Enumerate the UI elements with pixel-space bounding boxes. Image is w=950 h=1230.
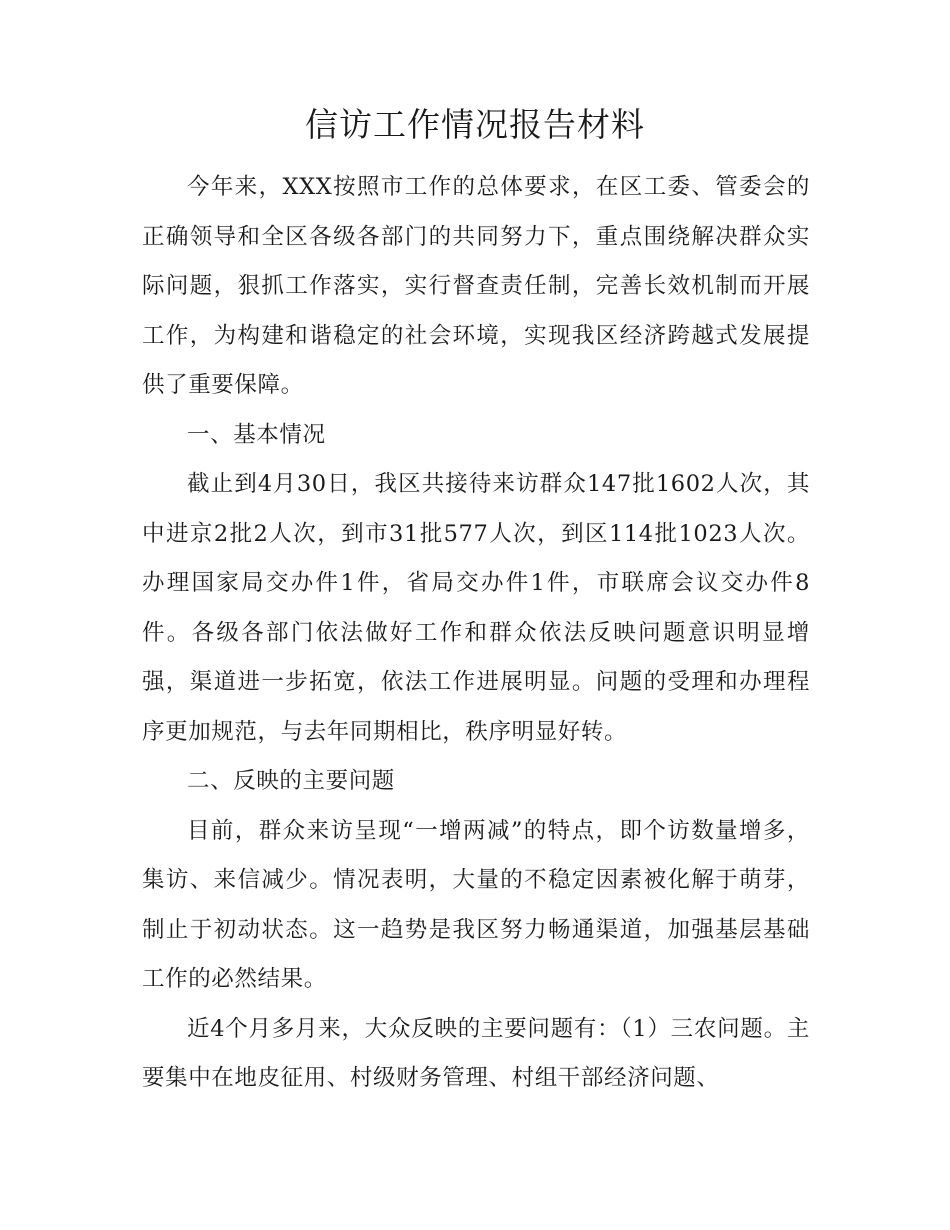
section-heading-main-issues: 二、反映的主要问题 bbox=[187, 768, 395, 794]
intro-paragraph: 今年来，XXX按照市工作的总体要求，在区工委、管委会的正确领导和全区各级各部门的共同努力下，重点围绕解决群众实际问题，狠抓工作落实，实行督查责任制，完善长效机制而开展工作，为构建和谐稳定的社会环境，实现我区经济跨越式发展提供了重要保障。 bbox=[142, 174, 810, 398]
main-issues-paragraph-2: 近4个月多月来，大众反映的主要问题有：（1）三农问题。主要集中在地皮征用、村级财务管理、村组干部经济问题、 bbox=[142, 1015, 810, 1091]
section-heading-basic-situation: 一、基本情况 bbox=[187, 421, 326, 448]
document-body bbox=[142, 163, 810, 1104]
document-title: 信访工作情况报告材料 bbox=[305, 105, 645, 144]
main-issues-paragraph-1: 目前，群众来访呈现“一增两减”的特点，即个访数量增多，集访、来信减少。情况表明，大量的不稳定因素被化解于萌芽，制止于初动状态。这一趋势是我区努力畅通渠道，加强基层基础工作的必然结果。 bbox=[142, 817, 810, 992]
basic-situation-paragraph: 截止到4月30日，我区共接待来访群众147批1602人次，其中进京2批2人次，到市31批577人次，到区114批1023人次。办理国家局交办件1件，省局交办件1件，市联席会议交办件8件。各级各部门依法做好工作和群众依法反映问题意识明显增强，渠道进一步拓宽，依法工作进展明显。问题的受理和办理程序更加规范，与去年同期相比，秩序明显好转。 bbox=[142, 471, 810, 745]
